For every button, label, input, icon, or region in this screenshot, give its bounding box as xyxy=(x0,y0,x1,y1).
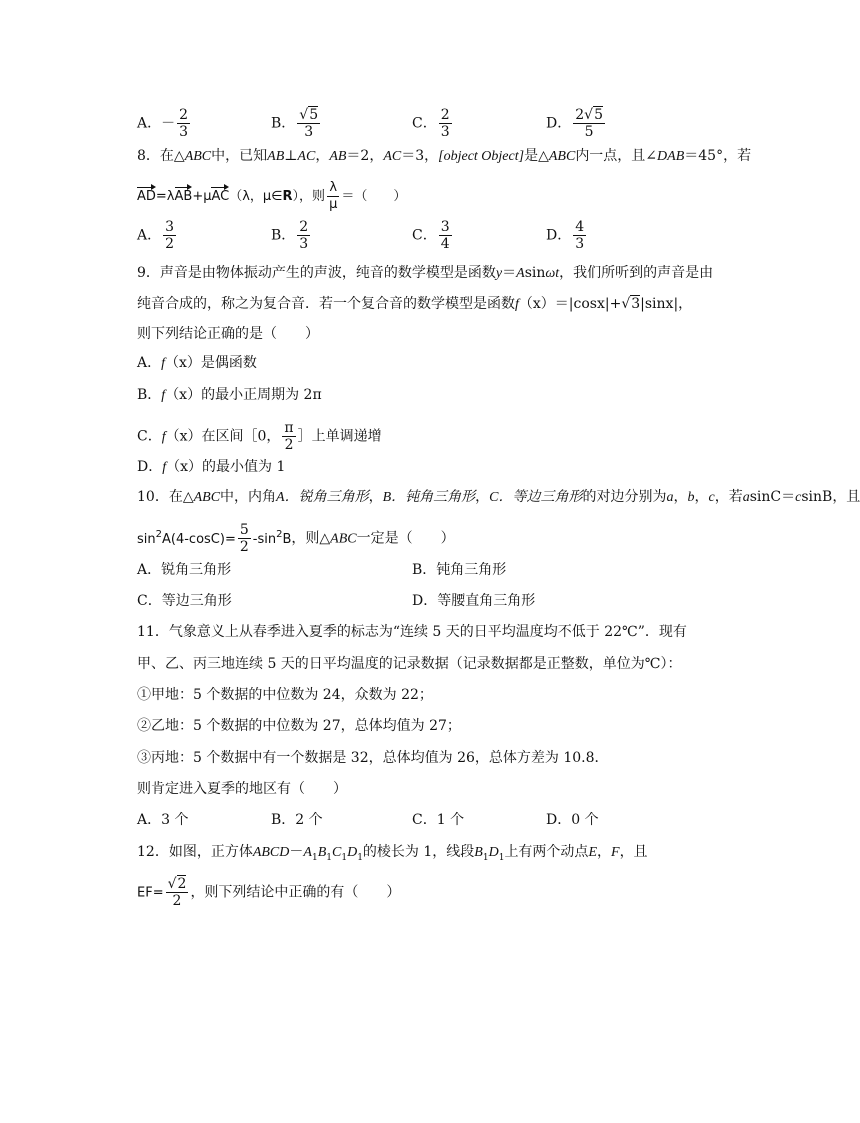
q9-option-d: D．f（x）的最小值为 1 xyxy=(137,459,286,475)
q9-option-b: B．f（x）的最小正周期为 2π xyxy=(137,387,322,403)
q7-option-c: C． $\frac{2}{3}$ xyxy=(412,107,450,140)
q7-option-b: B． $\frac{√5}{3}$ xyxy=(271,107,319,140)
q9-stem-line-1: 9．声音是由物体振动产生的声波，纯音的数学模型是函数y＝Asinωt，我们所听到的声音是由 xyxy=(137,265,714,281)
vector-ad: AD xyxy=(137,184,156,204)
vector-ab: AB xyxy=(175,184,193,204)
q7-option-a: A．－ $\frac{2}{3}$ xyxy=(137,107,189,140)
q10-option-d: D．等腰直角三角形 xyxy=(412,593,536,609)
q7-option-d: D． $\frac{2√5}{5}$ xyxy=(546,107,603,140)
q12-stem-line-2: EF= $\frac{√2}{2}$ ，则下列结论中正确的有（ ） xyxy=(137,876,401,909)
q8-option-a: A． $\frac{3}{2}$ xyxy=(137,219,175,252)
q10-option-c: C．等边三角形 xyxy=(137,593,232,609)
vector-ac: AC xyxy=(211,184,229,204)
q11-question: 则肯定进入夏季的地区有（ ） xyxy=(137,781,347,797)
q9-stem-line-3: 则下列结论正确的是（ ） xyxy=(137,326,319,342)
q8-option-b: B． $\frac{2}{3}$ xyxy=(271,219,309,252)
q11-option-c: C．1 个 xyxy=(412,812,465,828)
q11-option-b: B．2 个 xyxy=(271,812,323,828)
q11-option-a: A．3 个 xyxy=(137,812,189,828)
q10-stem-line-2: $\sin^2A(4-\cos C)=$ $\frac{5}{2}$ $-\sin^2B$，则△ABC一定是（ ） xyxy=(137,522,455,555)
q11-option-d: D．0 个 xyxy=(546,812,599,828)
q11-item-2: ②乙地：5 个数据的中位数为 27，总体均值为 27； xyxy=(137,718,461,734)
q11-stem-line-2: 甲、乙、丙三地连续 5 天的日平均温度的记录数据（记录数据都是正整数，单位为℃）： xyxy=(137,656,682,672)
q12-stem-line-1: 12．如图，正方体$ABCD-A_1B_1C_1D_1$的棱长为 1，线段$B_1D_1$上有两个动点E，F，且 xyxy=(137,844,648,863)
q8-stem-line-1: 8．在△ABC中，已知AB⊥AC，AB＝2，AC＝3，[object Object]是△ABC内一点，且∠DAB＝45°，若 xyxy=(137,148,752,164)
q9-stem-line-2: 纯音合成的，称之为复合音．若一个复合音的数学模型是函数f（x）＝|cosx|+√3|sinx|， xyxy=(137,296,693,312)
q11-item-3: ③丙地：5 个数据中有一个数据是 32，总体均值为 26，总体方差为 10.8． xyxy=(137,750,609,766)
q8-option-d: D． $\frac{4}{3}$ xyxy=(546,219,585,252)
q10-option-b: B．钝角三角形 xyxy=(412,562,507,578)
q8-stem-line-2: AD=λAB+μAC（λ，μ∈R），则 $\frac{\lambda}{\mu}$ ＝（ ） xyxy=(137,180,407,212)
q9-option-a: A．f（x）是偶函数 xyxy=(137,355,257,371)
q9-option-c: C．f（x）在区间［0， $\frac{\pi}{2}$ ］上单调递增 xyxy=(137,420,382,453)
q11-stem-line-1: 11．气象意义上从春季进入夏季的标志为“连续 5 天的日平均温度均不低于 22℃”．现有 xyxy=(137,624,687,640)
q11-item-1: ①甲地：5 个数据的中位数为 24，众数为 22； xyxy=(137,687,433,703)
q8-option-c: C． $\frac{3}{4}$ xyxy=(412,219,450,252)
q10-stem-line-1: 10．在△ABC中，内角A．锐角三角形，B．钝角三角形，C．等边三角形的对边分别为a，b，c，若asinC＝csinB，且 xyxy=(137,489,860,505)
q10-option-a: A．锐角三角形 xyxy=(137,562,232,578)
